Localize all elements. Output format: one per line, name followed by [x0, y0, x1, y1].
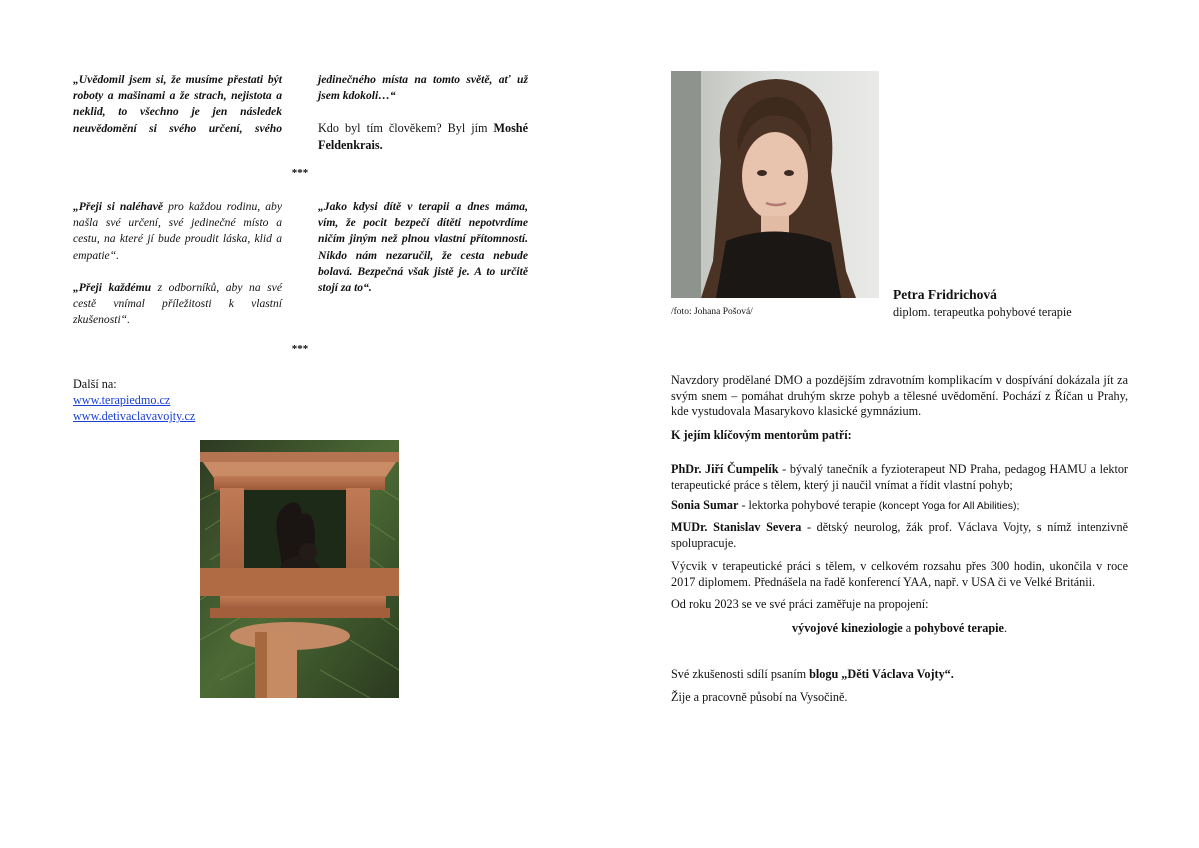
more-label: Další na: [73, 377, 117, 391]
mentor-2-name: Sonia Sumar [671, 498, 739, 512]
quote1-col1: „Uvědomil jsem si, že musíme přestati být roboty a mašinami a že strach, nejistota a neklid, to všechno je jen následek neuvědomění si svého určení, svého [73, 73, 282, 135]
mentor-3-desc: - dětský neurolog, žák prof. Václava Vojty, s nímž intenzivně spolupracuje. [671, 520, 1128, 550]
focus-and: a [902, 621, 915, 635]
wish2-paragraph [73, 280, 282, 329]
separator-2: *** [291, 343, 309, 355]
mentor-1-desc: - bývalý tanečník a fyzioterapeut ND Praha, pedagog HAMU a lektor terapeutické práce s tělem, který ji naučil vnímat a řídit vlastní pohyb; [671, 462, 1128, 492]
mentor-3 [671, 520, 1128, 551]
blog-pre: Své zkušenosti sdílí psaním [671, 667, 810, 681]
person-name: Petra Fridrichová [893, 287, 997, 302]
question-text: Kdo byl tím člověkem? Byl jím [318, 121, 488, 135]
link-detivaclavavojty[interactable]: www.detivaclavavojty.cz [73, 409, 196, 423]
link-terapiedmo[interactable]: www.terapiedmo.cz [73, 393, 171, 407]
blog-line [671, 667, 954, 683]
separator-1: *** [291, 167, 309, 179]
wish2-bold: „Přeji každému [73, 281, 152, 294]
intro-paragraph: Navzdory prodělané DMO a pozdějším zdravotním komplikacím v dospívání dokázala jít za svým snem – pomáhat druhým skrze pohyb a tělesné uvědomění. Pochází z Říčan u Prahy, kde vystudovala Masarykovo klasické gymnázium. [671, 373, 1128, 419]
training-paragraph: Výcvik v terapeutické práci s tělem, v celkovém rozsahu přes 300 hodin, ukončila v roce 2017 diplomem. Přednášela na řadě konferencí YAA, např. v USA či ve Velké Británii. [671, 559, 1128, 589]
feldenkrais-name: Moshé Feldenkrais. [318, 121, 528, 152]
focus-a: vývojové kineziologie [792, 621, 903, 635]
wish1-text: pro každou rodinu, aby našla své určení, své jedinečné místo a cestu, na které jí bude proudit láska, klid a empatie“. [73, 200, 282, 262]
focus-line [671, 621, 1128, 637]
focus-b: pohybové terapie [914, 621, 1004, 635]
mentor-2-note: (koncept Yoga for All Abilities); [875, 500, 1020, 512]
mentor-1-name: PhDr. Jiří Čumpelík [671, 462, 779, 476]
blog-name: blogu „Děti Václava Vojty“. [809, 667, 954, 681]
photo-caption: /foto: Johana Pošová/ [671, 307, 753, 317]
wish2-text: z odborníků, aby na své cestě vnímal příležitosti k vlastní zkušenosti“. [73, 281, 282, 327]
mentor-2 [671, 498, 1128, 515]
mentor-1 [671, 462, 1128, 493]
feldenkrais-paragraph [318, 120, 528, 153]
quote1-col2: jedinečného místa na tomto světě, ať už jsem kdokoli…“ [318, 73, 528, 103]
person-title: diplom. terapeutka pohybové terapie [893, 305, 1072, 319]
focus-end: . [1003, 621, 1007, 635]
more-info [73, 376, 195, 424]
wish1-paragraph [73, 199, 282, 264]
squirrel-photo [200, 440, 399, 698]
mentor-2-desc: - lektorka pohybové terapie [738, 498, 876, 512]
lives-line: Žije a pracovně působí na Vysočině. [671, 690, 848, 704]
wish1-bold: „Přeji si naléhavě [73, 200, 164, 213]
portrait-photo [671, 71, 879, 298]
mentors-heading: K jejím klíčovým mentorům patří: [671, 428, 852, 442]
focus-intro: Od roku 2023 se ve své práci zaměřuje na propojení: [671, 597, 929, 611]
quote2: „Jako kdysi dítě v terapii a dnes máma, vím, že pocit bezpečí dítěti nepotvrdíme ničím jiným než plnou vlastní přítomností. Nikdo nám nezaručil, že cesta nebude bolavá. Bezpečná však jistě je. A to určitě stojí za to“. [318, 200, 528, 295]
mentor-3-name: MUDr. Stanislav Severa [671, 520, 802, 534]
